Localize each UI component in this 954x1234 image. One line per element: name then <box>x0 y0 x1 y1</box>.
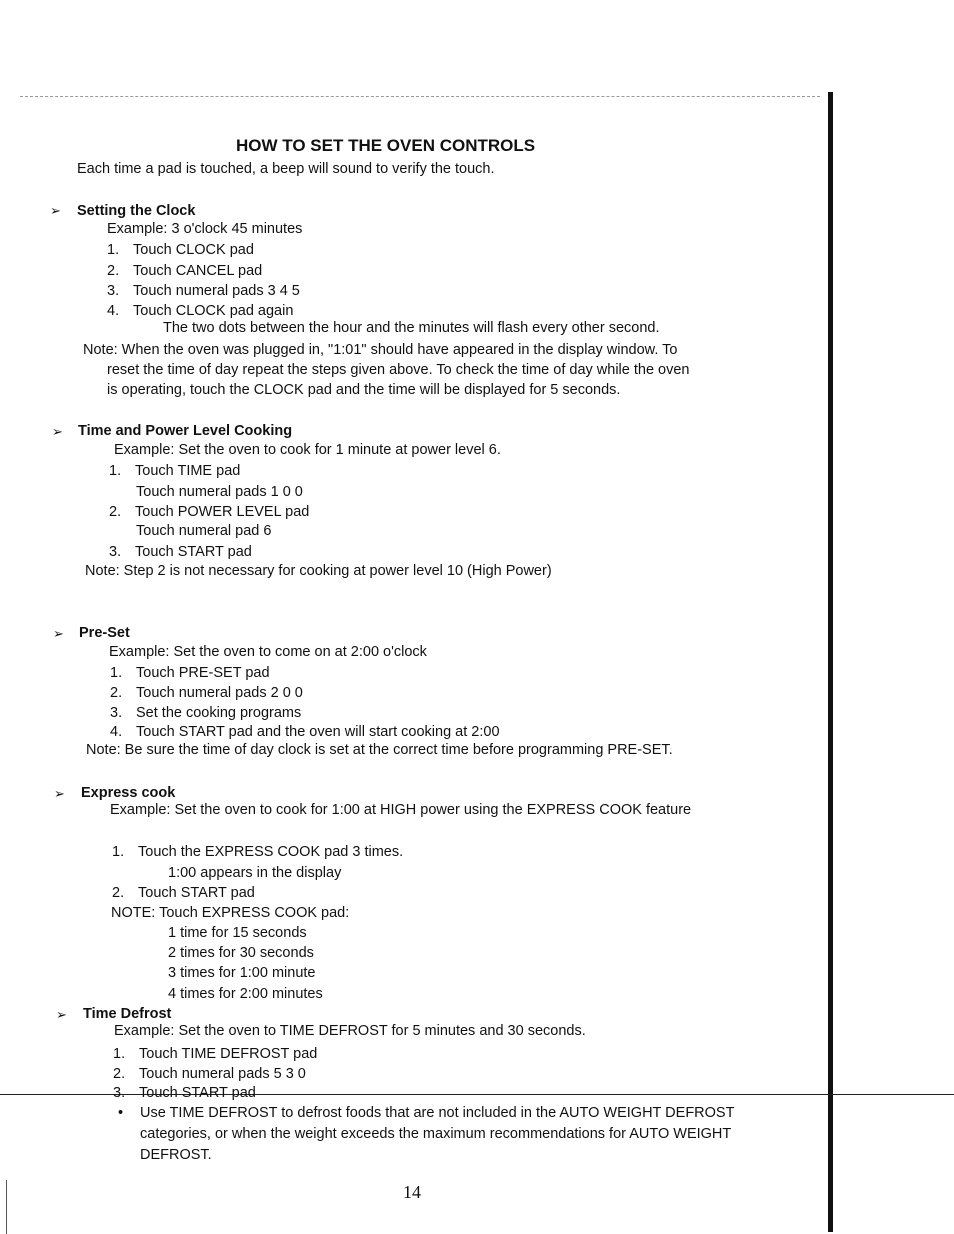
defrost-note-line: categories, or when the weight exceeds the maximum recommendations for AUTO WEIGHT <box>140 1126 732 1142</box>
list-item: 1. Touch TIME pad <box>109 463 241 479</box>
clock-example: Example: 3 o'clock 45 minutes <box>107 221 303 237</box>
page-title: HOW TO SET THE OVEN CONTROLS <box>236 136 536 155</box>
preset-note: Note: Be sure the time of day clock is set at the correct time before programming PRE-SET. <box>86 742 673 758</box>
list-item: 2. Touch START pad <box>112 885 255 901</box>
power-example: Example: Set the oven to cook for 1 minute at power level 6. <box>114 442 501 458</box>
list-item: 1. Touch CLOCK pad <box>107 242 254 258</box>
list-item: 1. Touch TIME DEFROST pad <box>113 1046 318 1062</box>
arrow-bullet-icon: ➢ <box>52 424 63 439</box>
express-times-item: 2 times for 30 seconds <box>168 945 314 961</box>
left-margin-line <box>6 1180 7 1234</box>
section-heading-clock: Setting the Clock <box>77 203 196 219</box>
defrost-note-line: DEFROST. <box>140 1147 212 1163</box>
arrow-bullet-icon: ➢ <box>53 626 64 641</box>
express-times-item: 4 times for 2:00 minutes <box>168 986 323 1002</box>
list-item: 1. Touch the EXPRESS COOK pad 3 times. <box>112 844 404 860</box>
preset-example: Example: Set the oven to come on at 2:00 o'clock <box>109 644 427 660</box>
arrow-bullet-icon: ➢ <box>54 786 65 801</box>
clock-note-line: Note: When the oven was plugged in, "1:01" should have appeared in the display window. To <box>83 342 678 358</box>
section-heading-express: Express cook <box>81 785 176 801</box>
intro-text: Each time a pad is touched, a beep will sound to verify the touch. <box>77 161 495 177</box>
list-item: 4. Touch START pad and the oven will start cooking at 2:00 <box>110 724 500 740</box>
defrost-note-line: Use TIME DEFROST to defrost foods that are not included in the AUTO WEIGHT DEFROST <box>140 1105 735 1121</box>
clock-dots-note: The two dots between the hour and the minutes will flash every other second. <box>163 320 660 336</box>
list-item-sub: Touch numeral pad 6 <box>136 523 272 539</box>
list-item: 1. Touch PRE-SET pad <box>110 665 270 681</box>
list-item: 2. Touch numeral pads 2 0 0 <box>110 685 303 701</box>
list-item: 4. Touch CLOCK pad again <box>107 303 294 319</box>
right-margin-bar <box>828 92 833 1232</box>
express-example: Example: Set the oven to cook for 1:00 at HIGH power using the EXPRESS COOK feature <box>110 802 692 818</box>
express-times-item: 3 times for 1:00 minute <box>168 965 316 981</box>
section-heading-power: Time and Power Level Cooking <box>78 423 293 439</box>
list-item-sub: 1:00 appears in the display <box>168 865 342 881</box>
list-item: 2. Touch POWER LEVEL pad <box>109 504 310 520</box>
bullet-dot-icon: • <box>118 1105 124 1121</box>
top-dashed-rule <box>20 96 820 97</box>
section-heading-defrost: Time Defrost <box>83 1006 172 1022</box>
arrow-bullet-icon: ➢ <box>56 1007 67 1022</box>
list-item: 2. Touch numeral pads 5 3 0 <box>113 1066 306 1082</box>
section-heading-preset: Pre-Set <box>79 625 130 641</box>
list-item: 3. Touch START pad <box>109 544 252 560</box>
list-item: 3. Touch START pad <box>113 1085 256 1101</box>
defrost-example: Example: Set the oven to TIME DEFROST for 5 minutes and 30 seconds. <box>114 1023 586 1039</box>
list-item: 3. Set the cooking programs <box>110 705 302 721</box>
power-note: Note: Step 2 is not necessary for cooking at power level 10 (High Power) <box>85 563 552 579</box>
list-item-sub: Touch numeral pads 1 0 0 <box>136 484 303 500</box>
clock-note-line: is operating, touch the CLOCK pad and the time will be displayed for 5 seconds. <box>107 382 621 398</box>
page-number: 14 <box>403 1182 421 1202</box>
list-item: 3. Touch numeral pads 3 4 5 <box>107 283 300 299</box>
clock-note-line: reset the time of day repeat the steps given above. To check the time of day while the oven <box>107 362 690 378</box>
express-times-item: 1 time for 15 seconds <box>168 925 307 941</box>
list-item: 2. Touch CANCEL pad <box>107 263 263 279</box>
express-note-heading: NOTE: Touch EXPRESS COOK pad: <box>111 905 350 921</box>
arrow-bullet-icon: ➢ <box>50 203 61 218</box>
